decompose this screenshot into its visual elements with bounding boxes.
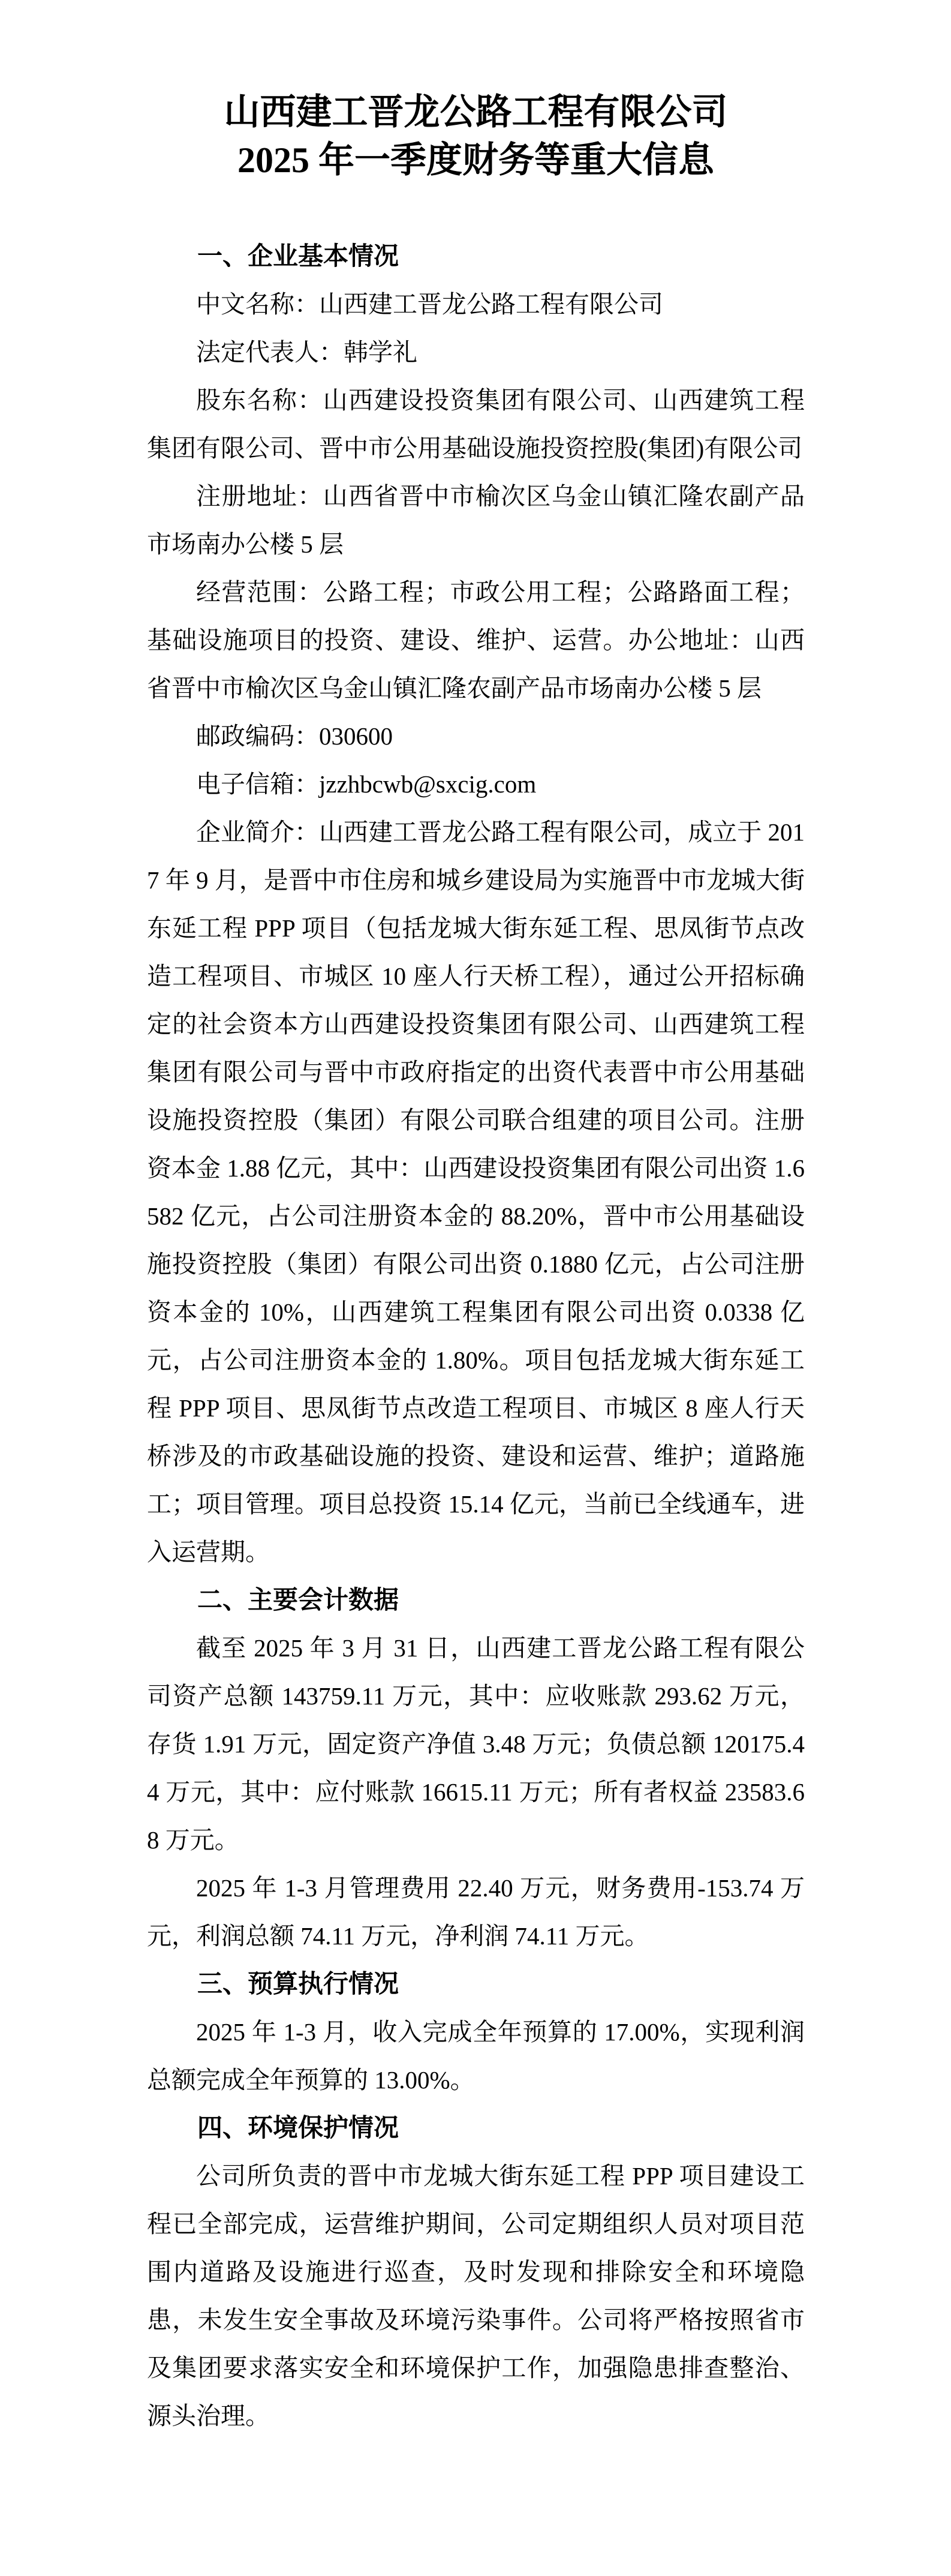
para-shareholders: 股东名称：山西建设投资集团有限公司、山西建筑工程集团有限公司、晋中市公用基础设施投资控股(集团)有限公司 bbox=[147, 386, 805, 462]
para-balance-sheet: 截至 2025 年 3 月 31 日，山西建工晋龙公路工程有限公司资产总额 143759.11 万元，其中：应收账款 293.62 万元，存货 1.91 万元，固定资产净值 3.48 万元；负债总额 120175.44 万元，其中：应付账款 16615.11 万元；所有者权益 23583.68 万元。 bbox=[147, 1634, 805, 1854]
section-heading-accounting-data: 二、主要会计数据 bbox=[197, 1586, 399, 1614]
document-title bbox=[147, 88, 805, 184]
para-chinese-name: 中文名称：山西建工晋龙公路工程有限公司 bbox=[196, 290, 663, 318]
para-email: 电子信箱：jzzhbcwb@sxcig.com bbox=[196, 770, 537, 798]
para-registered-address: 注册地址：山西省晋中市榆次区乌金山镇汇隆农副产品市场南办公楼 5 层 bbox=[147, 482, 805, 558]
document-title-line2: 2025 年一季度财务等重大信息 bbox=[237, 140, 714, 180]
para-legal-representative: 法定代表人：韩学礼 bbox=[196, 338, 417, 366]
section-heading-basic-info: 一、企业基本情况 bbox=[197, 242, 399, 270]
para-budget-progress: 2025 年 1-3 月，收入完成全年预算的 17.00%，实现利润总额完成全年预算的 13.00%。 bbox=[147, 2018, 805, 2094]
section-heading-environmental-protection: 四、环境保护情况 bbox=[197, 2113, 399, 2142]
para-profit-figures: 2025 年 1-3 月管理费用 22.40 万元，财务费用-153.74 万元，利润总额 74.11 万元，净利润 74.11 万元。 bbox=[147, 1874, 805, 1950]
para-business-scope: 经营范围：公路工程；市政公用工程；公路路面工程；基础设施项目的投资、建设、维护、运营。办公地址：山西省晋中市榆次区乌金山镇汇隆农副产品市场南办公楼 5 层 bbox=[147, 578, 805, 702]
document-title-line1: 山西建工晋龙公路工程有限公司 bbox=[224, 92, 728, 132]
para-postal-code: 邮政编码：030600 bbox=[196, 722, 393, 750]
section-heading-budget-execution: 三、预算执行情况 bbox=[197, 1969, 399, 1998]
para-company-profile: 企业简介：山西建工晋龙公路工程有限公司，成立于 2017 年 9 月，是晋中市住房和城乡建设局为实施晋中市龙城大街东延工程 PPP 项目（包括龙城大街东延工程、思凤街节点改造工程项目、市城区 10 座人行天桥工程），通过公开招标确定的社会资本方山西建设投资集团有限公司、山西建筑工程集团有限公司与晋中市政府指定的出资代表晋中市公用基础设施投资控股（集团）有限公司联合组建的项目公司。注册资本金 1.88 亿元，其中：山西建设投资集团有限公司出资 1.6582 亿元，占公司注册资本金的 88.20%，晋中市公用基础设施投资控股（集团）有限公司出资 0.1880 亿元，占公司注册资本金的 10%，山西建筑工程集团有限公司出资 0.0338 亿元，占公司注册资本金的 1.80%。项目包括龙城大街东延工程 PPP 项目、思凤街节点改造工程项目、市城区 8 座人行天桥涉及的市政基础设施的投资、建设和运营、维护；道路施工；项目管理。项目总投资 15.14 亿元，当前已全线通车，进入运营期。 bbox=[147, 818, 805, 1566]
para-environment-status: 公司所负责的晋中市龙城大街东延工程 PPP 项目建设工程已全部完成，运营维护期间，公司定期组织人员对项目范围内道路及设施进行巡查，及时发现和排除安全和环境隐患，未发生安全事故及环境污染事件。公司将严格按照省市及集团要求落实安全和环境保护工作，加强隐患排查整治、源头治理。 bbox=[147, 2162, 805, 2430]
